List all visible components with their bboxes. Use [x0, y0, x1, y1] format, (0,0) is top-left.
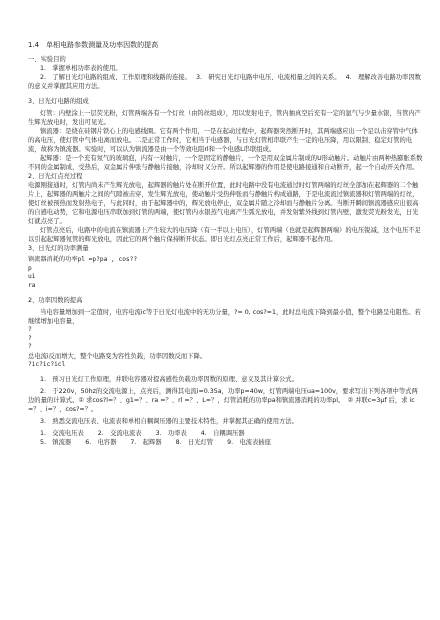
- document-page: [28, 40, 423, 447]
- formula-ic: ?ic?ic?icl: [28, 360, 66, 368]
- placeholder-line: ?: [28, 343, 32, 350]
- para-process: 电源刚接通时，灯管内尚未产生辉光放电，起辉器的触片处在断开位置，此时电路中没有电流通过时灯管两端的灯丝全部加在起辉器的二个触片上，起辉器的两触片之间的气隙被击穿，发生辉光放电，使动触片受热伸张而与静触片构成通路，于是电流流过镇流器和灯管两端的灯丝，使灯丝被预热而发射热电子，与此同时，由于起辉器中的，辉光放电停止，双金属片随之冷却而与静触片分离。当断开瞬间镇流器感应出很高的自感电动势，它和电源电压串联加到灯管的两端，使灯管内水银蒸气电离产生弧光放电，并发射紫外线到灯管内壁，激发荧光粉发光，日光灯就点亮了。: [28, 182, 419, 225]
- equipment-item: 1. 交流电压表: [40, 430, 84, 437]
- power-measure-heading: 3、日光灯的功率测量: [28, 245, 89, 252]
- exercise-3: 3. 熟悉交流电压表、电流表和单相自耦调压器的主要技术特性，并掌握其正确的使用方法。: [40, 418, 298, 425]
- objective-1: 1. 掌握单相功率表的使用。: [40, 65, 122, 72]
- objective-2: 2. 了解日光灯电路的组成、工作原理和线路的连接。 3. 研究日光灯电路中电压、电流相量之间的关系。 4. 理解改善电路功率因数的意义并掌握其应用方法。: [28, 74, 421, 90]
- objectives-heading: 一、实验目的: [28, 56, 66, 63]
- equipment-row-1: [28, 429, 423, 438]
- equipment-item: 5. 镇流器: [40, 439, 72, 446]
- lamp-circuit-heading: 3、日光灯电路的组成: [28, 98, 89, 105]
- para-power-factor: 当电容量增加到一定值时，电容电流ic等于日光灯电流中的无功分量，?= 0, cos?=1，此时总电流下降到最小值，整个电路呈电阻性。若继续增加电容量，: [28, 309, 421, 325]
- equipment-item: 6. 电容器: [85, 439, 117, 446]
- para-power-factor-2: 总电流i反而增大，整个电路变为容性负载，功率因数反而下降。: [28, 352, 207, 360]
- section-title: 1.4 单相电路参数测量及功率因数的提高: [28, 41, 159, 49]
- para-starter: 起辉器：是一个充有氖气的玻璃泡，内有一对触片，一个是固定的静触片，一个是用双金属片制成的U形动触片。动触片由两种热膨胀系数不同的金属制成，受热后，双金属片伸张与静触片接触，冷却时又分开。所以起辉器的作用是使电路接通和自动断开，起一个自动开关作用。: [28, 155, 423, 171]
- para-lit: 灯管点亮后，电路中的电流在镇流器上产生较大的电压降（有一半以上电压），灯管两端（也就是起辉器两端）的电压锐减，这个电压不足以引起起辉器氖管的辉光放电，因此它的两个触片保持断开状态。即日光灯点亮正常工作后，起辉器不起作用。: [28, 227, 421, 243]
- equipment-item: 8. 日光灯管: [175, 439, 214, 446]
- equipment-row-2: [28, 438, 423, 447]
- equipment-item: 7. 起辉器: [130, 439, 162, 446]
- para-ballast: 镇流器：是绕在硅钢片铁心上的电感线圈。它有两个作用，一是在起动过程中，起辉器突然断开时，其两端感应出一个足以击穿管中气体的高电压，使灯管中气体电离而放电。二是正常工作时，它相当于电感器，与日光灯管相串联产生一定的电压降，用以限制、稳定灯管的电流，故称为镇流器。实验时，可以认为镇流器是由一个等效电阻rl和一个电感L串联组成。: [28, 128, 418, 153]
- equipment-item: 3. 功率表: [155, 430, 187, 437]
- power-factor-heading: 2、功率因数的提高: [28, 297, 83, 304]
- placeholder-line: ?: [28, 334, 32, 342]
- lighting-process-heading: 2、日光灯点亮过程: [28, 173, 83, 180]
- para-lamp: 灯管：内壁涂上一层荧光粉，灯管两端各有一个灯丝（由钨丝组成），用以发射电子，管内抽真空后充有一定的氩气与少量水银，当管内产生辉光放电时，发出可见光。: [28, 110, 421, 126]
- formula-ballast-power: 镇流器消耗的功率pl =p?pa , cos??: [28, 256, 138, 263]
- equipment-item: 4. 自耦调压器: [200, 430, 245, 437]
- equipment-item: 2. 交流电流表: [97, 430, 142, 437]
- formula-line: ra: [28, 281, 36, 289]
- exercise-1: 1. 预习日光灯工作原理，并联电容器对提高感性负载功率因数的原理、意义及其计算公式。: [40, 376, 298, 383]
- equipment-item: 9. 电流表插座: [227, 439, 271, 446]
- exercise-2: 2. 于220v，50hz的交流电源上，点亮后，测得其电流i=0.35a，功率p=40w，灯管两端电压ua=100v，要求写出下列各项中等式两边的量的计算式。① 求cos?l=？、g1=？、ra =？、rl =？、L=？，灯管消耗的功率pa和镇流器消耗的功率pl。 ② 并联c=3μf 后，求 ic=？、i=？、cos?=？。: [28, 388, 418, 413]
- formula-line: p: [28, 264, 32, 272]
- formula-line: ui: [28, 273, 36, 280]
- placeholder-line: ?: [28, 326, 32, 333]
